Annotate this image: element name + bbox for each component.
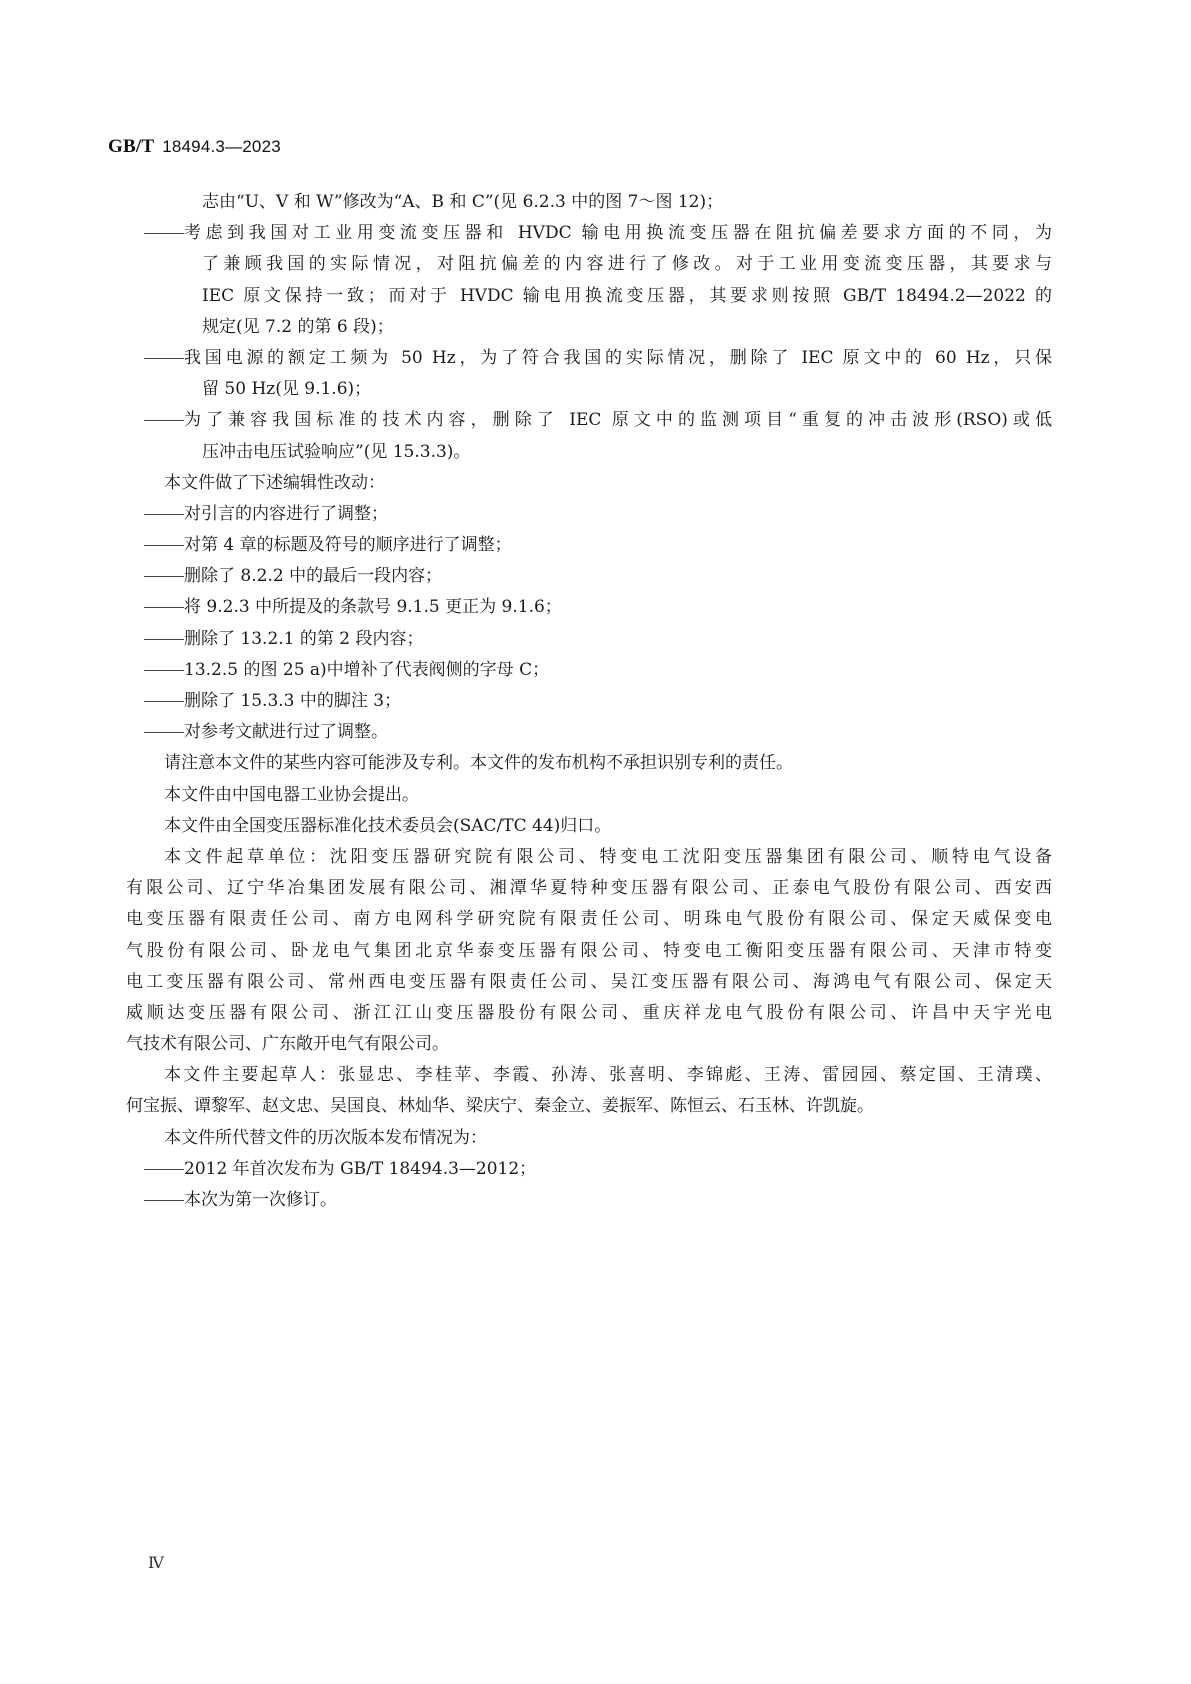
paragraph-line: 有限公司、辽宁华冶集团发展有限公司、湘潭华夏特种变压器有限公司、正泰电气股份有限公司、西安西 (126, 878, 1052, 899)
tech-change-item (126, 343, 1052, 405)
paragraph-line: 气股份有限公司、卧龙电气集团北京华泰变压器有限公司、特变电工衡阳变压器有限公司、天津市特变 (126, 940, 1052, 961)
dash-marker (164, 405, 184, 436)
history-item: 2012 年首次发布为 GB/T 18494.3—2012； (126, 1154, 1052, 1185)
paragraph-line: 何宝振、谭黎军、赵文忠、吴国良、林灿华、梁庆宁、秦金立、姜振军、陈恒云、石玉林、许凯旋。 (126, 1096, 874, 1117)
continuation-line: 志由“U、V 和 W”修改为“A、B 和 C”(见 6.2.3 中的图 7～图 12)； (202, 192, 724, 212)
list-item-line: IEC 原文保持一致；而对于 HVDC 输电用换流变压器，其要求则按照 GB/T 18494.2—2022 的 (202, 285, 1052, 306)
list-item-line: 我国电源的额定工频为 50 Hz，为了符合我国的实际情况，删除了 IEC 原文中的 60 Hz，只保 (126, 343, 1052, 374)
list-item-line: 压冲击电压试验响应”(见 15.3.3)。 (202, 441, 471, 462)
paragraph-line: 本文件起草单位：沈阳变压器研究院有限公司、特变电工沈阳变压器集团有限公司、顺特电气设备 (164, 846, 1052, 867)
dash-marker (164, 218, 184, 249)
dash-marker (164, 1154, 184, 1185)
tech-change-item (126, 218, 1052, 343)
dash-marker (164, 499, 184, 530)
editorial-item: 对第 4 章的标题及符号的顺序进行了调整； (126, 530, 1052, 561)
paragraph-line: 电工变压器有限公司、常州西电变压器有限责任公司、吴江变压器有限公司、海鸿电气有限公司、保定天 (126, 971, 1052, 992)
editorial-item: 13.2.5 的图 25 a)中增补了代表阀侧的字母 C； (126, 655, 1052, 686)
dash-marker (164, 717, 184, 748)
editorial-item: 删除了 15.3.3 中的脚注 3； (126, 686, 1052, 717)
paragraph-line: 气技术有限公司、广东敞开电气有限公司。 (126, 1034, 449, 1055)
paragraph-line: 电变压器有限责任公司、南方电网科学研究院有限责任公司、明珠电气股份有限公司、保定天威保变电 (126, 909, 1052, 930)
list-item-line: 考虑到我国对工业用变流变压器和 HVDC 输电用换流变压器在阻抗偏差要求方面的不同，为 (126, 218, 1052, 249)
proposed-by: 本文件由中国电器工业协会提出。 (164, 784, 419, 805)
editorial-item: 删除了 13.2.1 的第 2 段内容； (126, 624, 1052, 655)
paragraph-line: 威顺达变压器有限公司、浙江江山变压器股份有限公司、重庆祥龙电气股份有限公司、许昌中天宇光电 (126, 1002, 1052, 1023)
dash-marker (164, 1185, 184, 1216)
editorial-item: 对引言的内容进行了调整； (126, 499, 1052, 530)
editorial-item: 对参考文献进行过了调整。 (126, 717, 1052, 748)
dash-marker (164, 530, 184, 561)
editorial-item: 将 9.2.3 中所提及的条款号 9.1.5 更正为 9.1.6； (126, 592, 1052, 623)
list-item-line: 为了兼容我国标准的技术内容，删除了 IEC 原文中的监测项目“重复的冲击波形(RSO)或低 (126, 405, 1052, 436)
history-intro: 本文件所代替文件的历次版本发布情况为： (164, 1127, 487, 1148)
list-item-line: 留 50 Hz(见 9.1.6)； (202, 379, 372, 400)
tech-change-item (126, 405, 1052, 467)
centralized-by: 本文件由全国变压器标准化技术委员会(SAC/TC 44)归口。 (164, 815, 612, 836)
editorial-intro: 本文件做了下述编辑性改动： (164, 472, 385, 493)
page-header (108, 136, 281, 158)
dash-marker (164, 561, 184, 592)
dash-marker (164, 343, 184, 374)
list-item-line: 规定(见 7.2 的第 6 段)； (202, 316, 394, 337)
dash-marker (164, 686, 184, 717)
list-item-line: 了兼顾我国的实际情况，对阻抗偏差的内容进行了修改。对于工业用变流变压器，其要求与 (202, 254, 1052, 275)
paragraph-line: 本文件主要起草人：张显忠、李桂苹、李霞、孙涛、张喜明、李锦彪、王涛、雷园园、蔡定国、王清璞、 (164, 1065, 1052, 1086)
history-item: 本次为第一次修订。 (126, 1185, 1052, 1216)
dash-marker (164, 592, 184, 623)
document-body (126, 187, 1052, 1216)
page-number: Ⅳ (148, 1555, 164, 1572)
drafting-units (126, 842, 1052, 1060)
editorial-item: 删除了 8.2.2 中的最后一段内容； (126, 561, 1052, 592)
dash-marker (164, 655, 184, 686)
standard-prefix: GB/T (108, 136, 155, 157)
main-drafters (126, 1060, 1052, 1122)
dash-marker (164, 624, 184, 655)
standard-number: 18494.3—2023 (162, 137, 281, 156)
patent-notice: 请注意本文件的某些内容可能涉及专利。本文件的发布机构不承担识别专利的责任。 (164, 753, 793, 774)
